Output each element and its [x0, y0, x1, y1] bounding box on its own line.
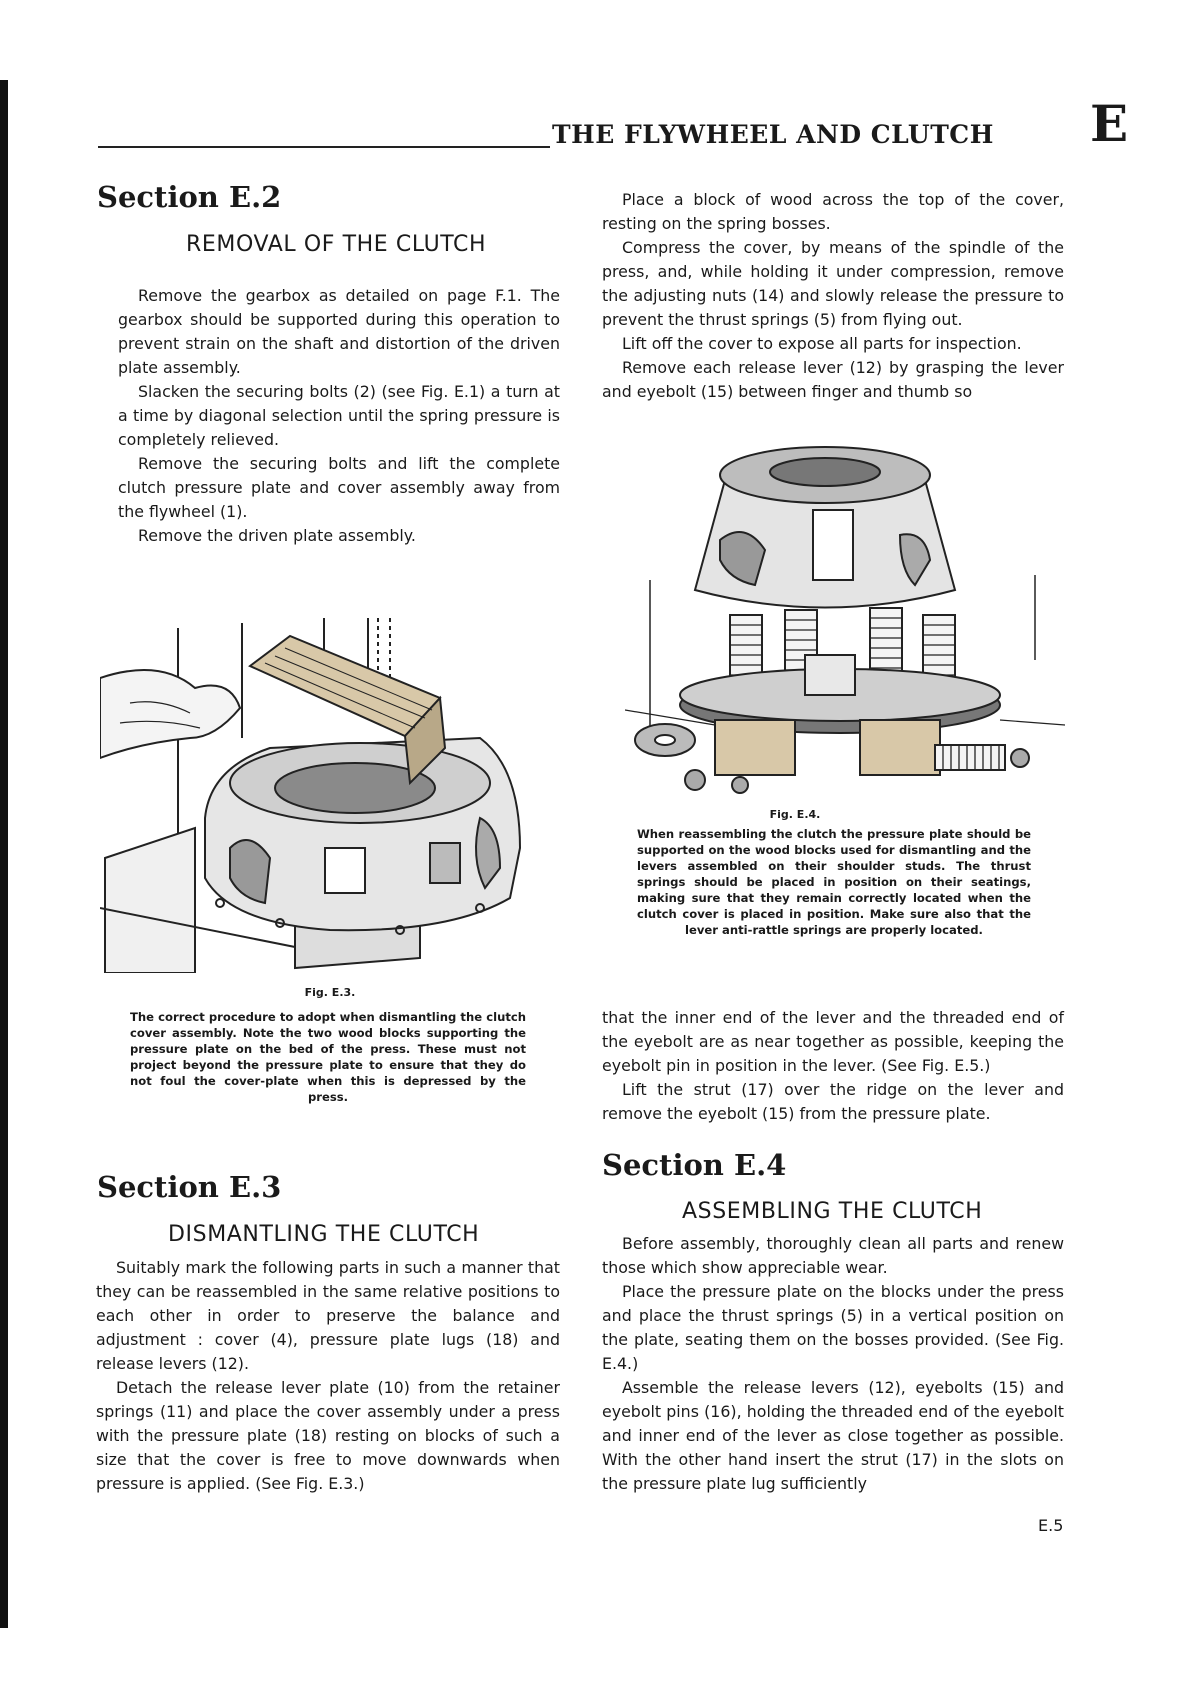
fig-e3-label: Fig. E.3.	[304, 986, 356, 999]
paragraph: Suitably mark the following parts in such a manner that they can be reassembled in the same relative positions to each other in order to preserve the balance and adjustment : cover (4), pressure plate lugs (18) and release levers (12).	[96, 1258, 560, 1373]
paragraph: Detach the release lever plate (10) from the retainer springs (11) and place the cover assembly under a press with the pressure plate (18) resting on blocks of such a size that the cover is free to move downwards when pressure is applied. (See Fig. E.3.)	[96, 1378, 560, 1493]
fig-e3-caption: The correct procedure to adopt when dismantling the clutch cover assembly. Note the two wood blocks supporting the pressure plate on the bed of the press. These must not project beyond the pressure plate to ensure that they do not foul the cover-plate when this is depressed by the press.	[130, 1010, 526, 1104]
fig-e4-illustration	[625, 440, 1065, 795]
section-e4-title: Section E.4	[602, 1148, 787, 1182]
section-e2-title: Section E.2	[97, 180, 282, 214]
header-title: THE FLYWHEEL AND CLUTCH	[552, 120, 994, 149]
paragraph: Remove the driven plate assembly.	[138, 526, 416, 545]
fig-e4-label: Fig. E.4.	[769, 808, 821, 821]
section-e4-subtitle: ASSEMBLING THE CLUTCH	[682, 1199, 983, 1224]
section-e2-body	[118, 284, 560, 548]
paragraph: Remove each release lever (12) by grasping the lever and eyebolt (15) between finger and thumb so	[602, 358, 1064, 401]
paragraph: Place a block of wood across the top of the cover, resting on the spring bosses.	[602, 190, 1064, 233]
paragraph: Slacken the securing bolts (2) (see Fig. E.1) a turn at a time by diagonal selection until the spring pressure is completely relieved.	[118, 382, 560, 449]
paragraph: Assemble the release levers (12), eyebolts (15) and eyebolt pins (16), holding the threaded end of the eyebolt and inner end of the lever as close together as possible. With the other hand insert the strut (17) in the slots on the pressure plate lug sufficiently	[602, 1378, 1064, 1493]
section-e3-body	[96, 1256, 560, 1496]
page-edge-bar	[0, 80, 8, 1628]
paragraph: Lift the strut (17) over the ridge on the lever and remove the eyebolt (15) from the pressure plate.	[602, 1080, 1064, 1123]
paragraph: Lift off the cover to expose all parts for inspection.	[622, 334, 1022, 353]
right-column-mid-body	[602, 1006, 1064, 1126]
paragraph: Remove the securing bolts and lift the complete clutch pressure plate and cover assembly away from the flywheel (1).	[118, 454, 560, 521]
paragraph: Compress the cover, by means of the spindle of the press, and, while holding it under compression, remove the adjusting nuts (14) and slowly release the pressure to prevent the thrust springs (5) from flying out.	[602, 238, 1064, 329]
page-number: E.5	[1038, 1516, 1064, 1535]
right-column-top-body	[602, 188, 1064, 404]
paragraph: that the inner end of the lever and the threaded end of the eyebolt are as near together as possible, keeping the eyebolt pin in position in the lever. (See Fig. E.5.)	[602, 1008, 1064, 1075]
paragraph: Place the pressure plate on the blocks under the press and place the thrust springs (5) in a vertical position on the plate, seating them on the bosses provided. (See Fig. E.4.)	[602, 1282, 1064, 1373]
section-e4-body	[602, 1232, 1064, 1496]
paragraph: Before assembly, thoroughly clean all parts and renew those which show appreciable wear.	[602, 1234, 1064, 1277]
section-e3-subtitle: DISMANTLING THE CLUTCH	[168, 1222, 480, 1247]
header-rule	[98, 146, 550, 148]
paragraph: Remove the gearbox as detailed on page F.1. The gearbox should be supported during this operation to prevent strain on the shaft and distortion of the driven plate assembly.	[118, 286, 560, 377]
chapter-letter: E	[1090, 94, 1129, 153]
section-e2-subtitle: REMOVAL OF THE CLUTCH	[186, 232, 487, 257]
fig-e4-caption: When reassembling the clutch the pressure plate should be supported on the wood blocks used for dismantling and the levers assembled on their shoulder studs. The thrust springs should be placed in position on their seatings, making sure that they remain correctly located when the clutch cover is placed in position. Make sure also that the lever anti-rattle springs are properly located.	[637, 827, 1031, 937]
fig-e3-illustration	[100, 618, 560, 973]
section-e3-title: Section E.3	[97, 1170, 282, 1204]
